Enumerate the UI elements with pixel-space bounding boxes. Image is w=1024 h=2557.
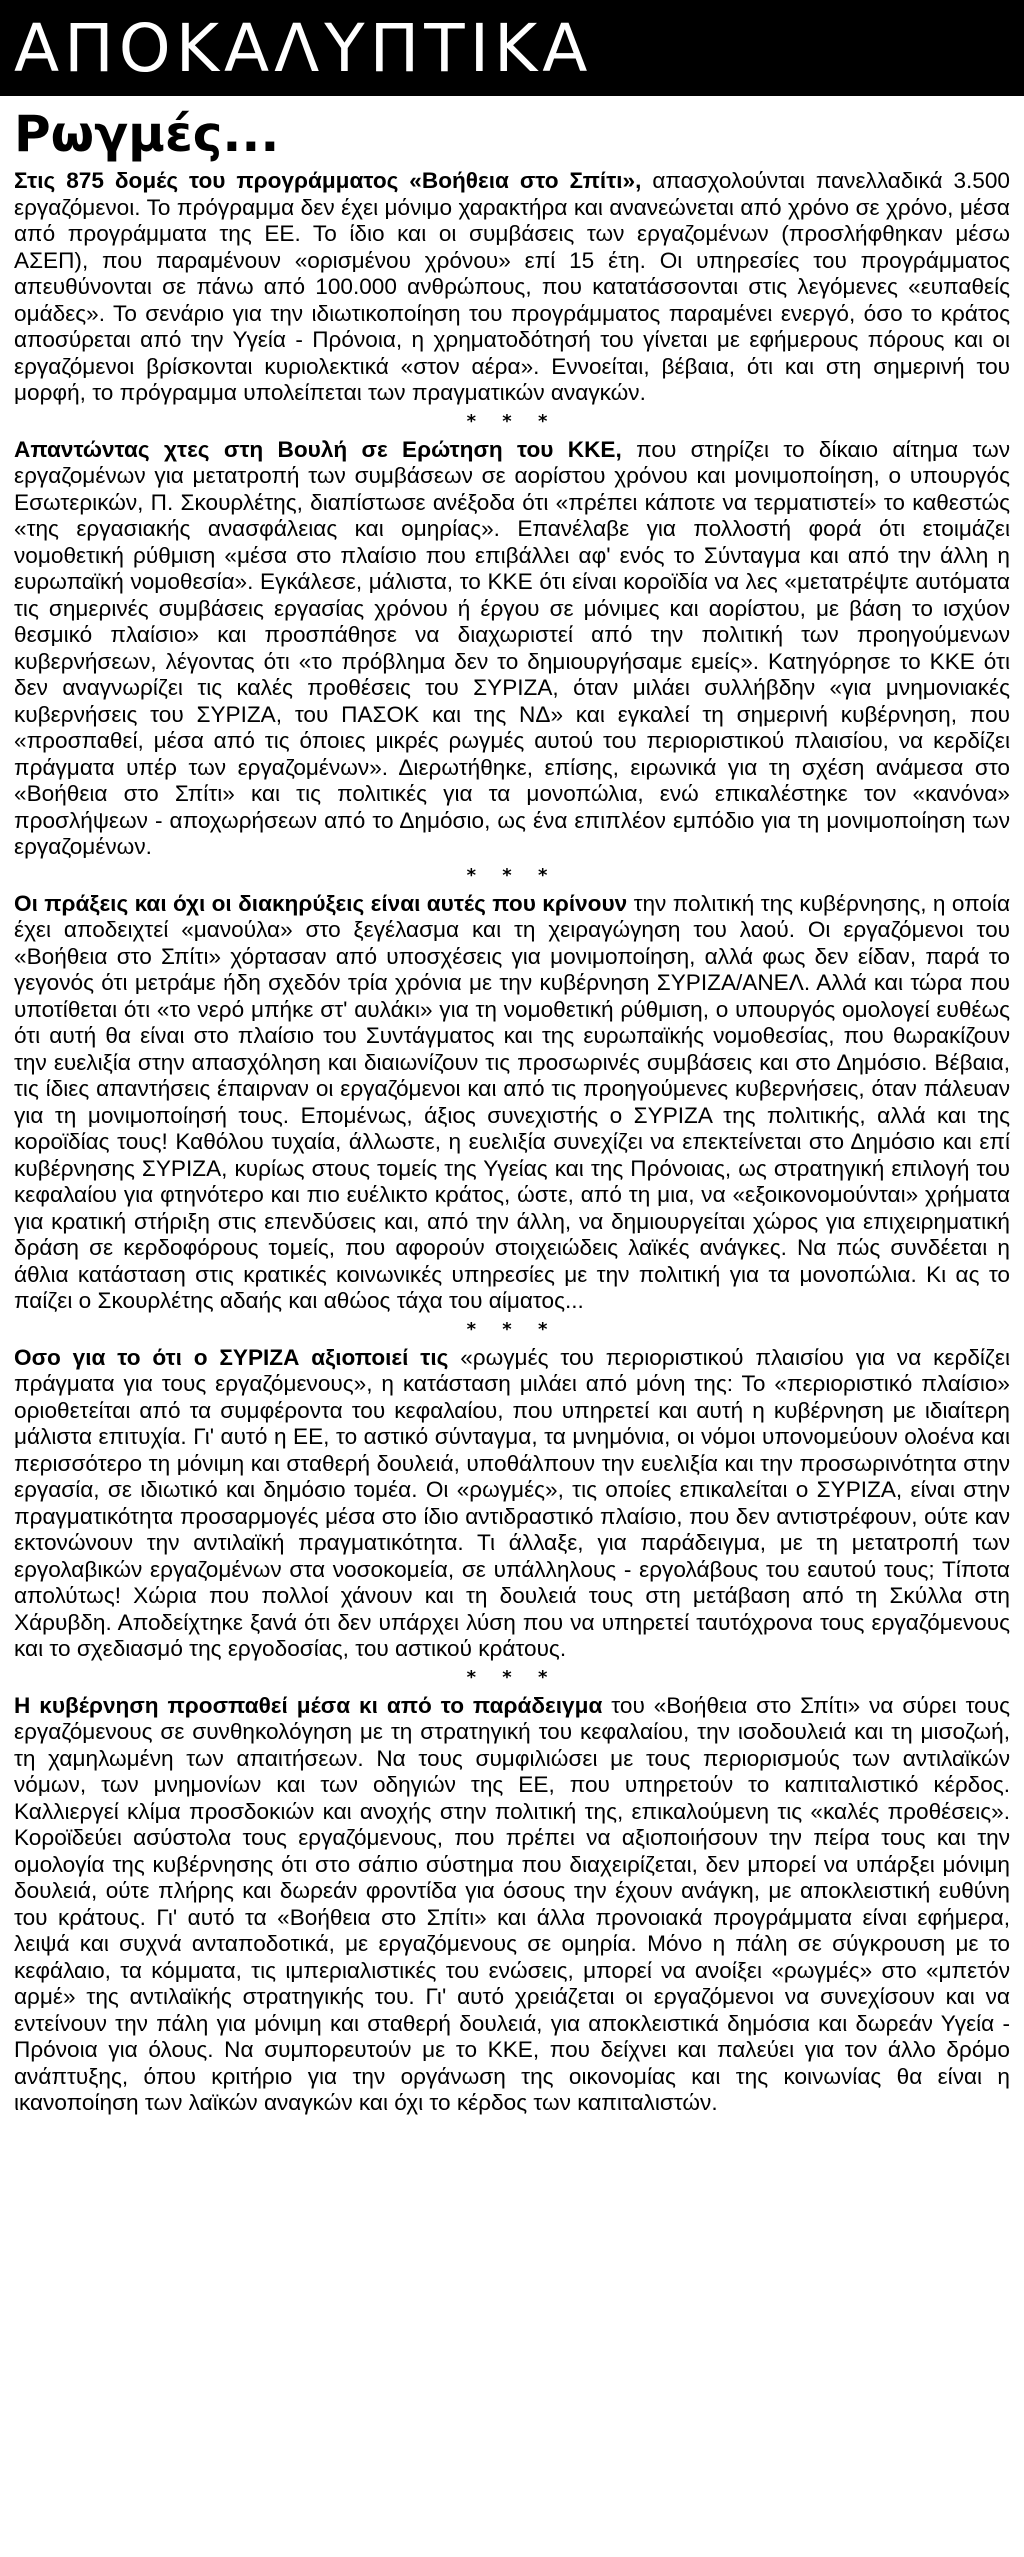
article-body (14, 168, 1010, 2117)
rubric-label: ΑΠΟΚΑΛΥΠΤΙΚΑ (14, 10, 593, 87)
paragraph-2 (14, 437, 1010, 861)
paragraph-text: του «Βοήθεια στο Σπίτι» να σύρει τους εργαζόμενους σε συνθηκολόγηση με τη στρατηγική του κεφαλαίου, την ισοδουλειά και τη μισοζωή, τη χαμηλωμένη των απαιτήσεων. Να τους συμφιλιώσει με τους περιορισμούς των αντιλαϊκών νόμων, των μνημονίων και των οδηγιών της ΕΕ, που υπηρετούν το καπιταλιστικό κέρδος. Καλλιεργεί κλίμα προσδοκιών και ανοχής στην πολιτική της, επικαλούμενη τις «καλές προθέσεις». Κοροϊδεύει ασύστολα τους εργαζόμενους, που πρέπει να αξιοποιήσουν την πείρα τους και την ομολογία της κυβέρνησης ότι στο σάπιο σύστημα που διαχειρίζεται, δεν μπορεί να υπάρξει μόνιμη δουλειά, ούτε πλήρης και δωρεάν φροντίδα για όσους την έχουν ανάγκη, με αποκλειστική ευθύνη του κράτους. Γι' αυτό τα «Βοήθεια στο Σπίτι» και άλλα προνοιακά προγράμματα είναι εφήμερα, λειψά και συχνά ανταποδοτικά, με εργαζόμενους σε ομηρία. Μόνο η πάλη σε σύγκρουση με το κεφάλαιο, τα κόμματα, τις ιμπεριαλιστικές του ενώσεις, μπορεί να ανοίξει «ρωγμές» στο «μπετόν αρμέ» της αντιλαϊκής στρατηγικής του. Γι' αυτό χρειάζεται οι εργαζόμενοι να συνεχίσουν και να εντείνουν την πάλη για μόνιμη και σταθερή δουλειά, για αποκλειστικά δημόσια και δωρεάν Υγεία - Πρόνοια για όλους. Να συμπορευτούν με το ΚΚΕ, που δείχνει και παλεύει για τον άλλο δρόμο ανάπτυξης, όπου κριτήριο για την οργάνωση της οικονομίας και της κοινωνίας θα είναι η ικανοποίηση των λαϊκών αναγκών και όχι το κέρδος των καπιταλιστών. (14, 1692, 1010, 2115)
section-separator: * * * (466, 864, 558, 886)
paragraph-text: απασχολούνται πανελλαδικά 3.500 εργαζόμενοι. Το πρόγραμμα δεν έχει μόνιμο χαρακτήρα και ανανεώνεται από χρόνο σε χρόνο, μέσα από προγράμματα της ΕΕ. Το ίδιο και οι συμβάσεις των εργαζομένων (προσλήφθηκαν μέσω ΑΣΕΠ), που παραμένουν «ορισμένου χρόνου» επί 15 έτη. Οι υπηρεσίες του προγράμματος απευθύνονται σε πάνω από 100.000 ανθρώπους, που κατατάσσονται στις λεγόμενες «ευπαθείς ομάδες». Το σενάριο για την ιδιωτικοποίηση του προγράμματος παραμένει ενεργό, όσο το κράτος αποσύρεται από την Υγεία - Πρόνοια, η χρηματοδότησή του γίνεται με εφήμερους πόρους και οι εργαζόμενοι βρίσκονται κυριολεκτικά «στον αέρα». Εννοείται, βέβαια, ότι και στη σημερινή του μορφή, το πρόγραμμα υπολείπεται των πραγματικών αναγκών. (14, 168, 1010, 405)
paragraph-1 (14, 168, 1010, 407)
column-title: Ρωγμές... (14, 105, 280, 163)
paragraph-text: την πολιτική της κυβέρνησης, η οποία έχει αποδειχτεί «μανούλα» στο ξεγέλασμα και τη χειραγώγηση του λαού. Οι εργαζόμενοι του «Βοήθεια στο Σπίτι» χόρτασαν από υποσχέσεις για μονιμοποίηση, αλλά φως δεν είδαν, παρά το γεγονός ότι μετράμε ήδη σχεδόν τρία χρόνια με την κυβέρνηση ΣΥΡΙΖΑ/ΑΝΕΛ. Αλλά και τώρα που υποτίθεται ότι «το νερό μπήκε στ' αυλάκι» για τη νομοθετική ρύθμιση, ο υπουργός ομολογεί ευθέως ότι αυτή θα είναι στο πλαίσιο του Συντάγματος και της ευρωπαϊκής νομοθεσίας, που θωρακίζουν την ευελιξία στην απασχόληση και διαιωνίζουν τις προσωρινές συμβάσεις και στο Δημόσιο. Βέβαια, τις ίδιες απαντήσεις έπαιρναν οι εργαζόμενοι και από τις προηγούμενες κυβερνήσεις, όταν πάλευαν για τη μονιμοποίησή τους. Επομένως, άξιος συνεχιστής ο ΣΥΡΙΖΑ της πολιτικής, αλλά και της κοροϊδίας τους! Καθόλου τυχαία, άλλωστε, η ευελιξία συνεχίζει να επεκτείνεται στο Δημόσιο και επί κυβέρνησης ΣΥΡΙΖΑ, κυρίως στους τομείς της Υγείας και της Πρόνοιας, ως στρατηγική επιλογή του κεφαλαίου για φτηνότερο και πιο ευέλικτο κράτος, ώστε, από τη μια, να «εξοικονομούνται» χρήματα για κρατική στήριξη στις επενδύσεις και, από την άλλη, να δημιουργείται χώρος για επιχειρηματική δράση σε κερδοφόρους τομείς, που αφορούν στοιχειώδεις λαϊκές ανάγκες. Να πώς συνδέεται η άθλια κατάσταση στις κρατικές κοινωνικές υπηρεσίες με την πολιτική για τα μονοπώλια. Κι ας το παίζει ο Σκουρλέτης αδαής και αθώος τάχα του αίματος... (14, 890, 1011, 1313)
section-separator: * * * (466, 1666, 558, 1688)
paragraph-4 (14, 1345, 1010, 1663)
paragraph-lead: Οι πράξεις και όχι οι διακηρύξεις είναι αυτές που κρίνουν (14, 890, 628, 916)
paragraph-text: «ρωγμές του περιοριστικού πλαισίου για να κερδίζει πράγματα για τους εργαζόμενους», η κατάσταση μιλάει από μόνη της: Το «περιοριστικό πλαίσιο» οριοθετείται από τα συμφέροντα του κεφαλαίου, που υπηρετεί και αυτή η κυβέρνηση με ιδιαίτερη μάλιστα επιτυχία. Γι' αυτό η ΕΕ, το αστικό σύνταγμα, τα μνημόνια, οι νόμοι υπονομεύουν ολοένα και περισσότερο τη μόνιμη και σταθερή δουλειά, υποθάλπουν την ευελιξία και την προσωρινότητα στην εργασία, σε ιδιωτικό και δημόσιο τομέα. Οι «ρωγμές», τις οποίες επικαλείται ο ΣΥΡΙΖΑ, είναι στην πραγματικότητα προσαρμογές μέσα στο ίδιο αντιδραστικό πλαίσιο, που δεν αντιστρέφουν, ούτε καν εκτονώνουν την αντιλαϊκή πραγματικότητα. Τι άλλαξε, για παράδειγμα, με τη μετατροπή των εργολαβικών εργαζομένων στα νοσοκομεία, σε υπάλληλους - εργολάβους του εαυτού τους; Τίποτα απολύτως! Χώρια που πολλοί χάνουν και τη δουλειά τους στη μετάβαση από τη Σκύλλα στη Χάρυβδη. Αποδείχτηκε ξανά ότι δεν υπάρχει λύση που να υπηρετεί ταυτόχρονα τους εργαζόμενους και το σχεδιασμό της εργοδοσίας, του αστικού κράτους. (14, 1344, 1010, 1661)
paragraph-lead: Απαντώντας χτες στη Βουλή σε Ερώτηση του ΚΚΕ, (14, 436, 622, 462)
section-separator: * * * (466, 410, 558, 432)
section-separator: * * * (466, 1318, 558, 1340)
paragraph-5 (14, 1693, 1010, 2117)
paragraph-lead: Η κυβέρνηση προσπαθεί μέσα κι από το παράδειγμα (14, 1692, 603, 1718)
paragraph-lead: Στις 875 δομές του προγράμματος «Βοήθεια στο Σπίτι», (14, 168, 642, 193)
rubric-band (0, 0, 1024, 96)
paragraph-3 (14, 891, 1010, 1315)
paragraph-text: που στηρίζει το δίκαιο αίτημα των εργαζομένων για μετατροπή των συμβάσεων σε αορίστου χρόνου και μονιμοποίηση, ο υπουργός Εσωτερικών, Π. Σκουρλέτης, διαπίστωσε ανέξοδα ότι «πρέπει κάποτε να τερματιστεί» το καθεστώς «της εργασιακής ανασφάλειας και ομηρίας». Επανέλαβε για πολλοστή φορά ότι ετοιμάζει νομοθετική ρύθμιση «μέσα στο πλαίσιο που επιβάλλει αφ' ενός το Σύνταγμα και από την άλλη η ευρωπαϊκή νομοθεσία». Εγκάλεσε, μάλιστα, το ΚΚΕ ότι είναι κοροϊδία να λες «μετατρέψτε αυτόματα τις σημερινές συμβάσεις εργασίας χρόνου ή έργου σε μόνιμες και αορίστου, με βάση το ισχύον θεσμικό πλαίσιο» και προσπάθησε να διαχωριστεί από την πολιτική των προηγούμενων κυβερνήσεων, λέγοντας ότι «το πρόβλημα δεν το δημιουργήσαμε εμείς». Κατηγόρησε το ΚΚΕ ότι δεν αναγνωρίζει τις καλές προθέσεις του ΣΥΡΙΖΑ, όταν μιλάει συλλήβδην «για μνημονιακές κυβερνήσεις του ΣΥΡΙΖΑ, του ΠΑΣΟΚ και της ΝΔ» και εγκαλεί τη σημερινή κυβέρνηση, που «προσπαθεί, μέσα από τις όποιες μικρές ρωγμές αυτού του περιοριστικού πλαισίου, να κερδίζει πράγματα υπέρ των εργαζομένων». Διερωτήθηκε, επίσης, ειρωνικά για τη σχέση ανάμεσα στο «Βοήθεια στο Σπίτι» και τις πολιτικές για τα μονοπώλια, ενώ επικαλέστηκε τον «κανόνα» προσλήψεων - αποχωρήσεων από το Δημόσιο, ως ένα επιπλέον εμπόδιο για τη μονιμοποίηση των εργαζομένων. (14, 436, 1010, 859)
paragraph-lead: Οσο για το ότι ο ΣΥΡΙΖΑ αξιοποιεί τις (14, 1344, 449, 1370)
